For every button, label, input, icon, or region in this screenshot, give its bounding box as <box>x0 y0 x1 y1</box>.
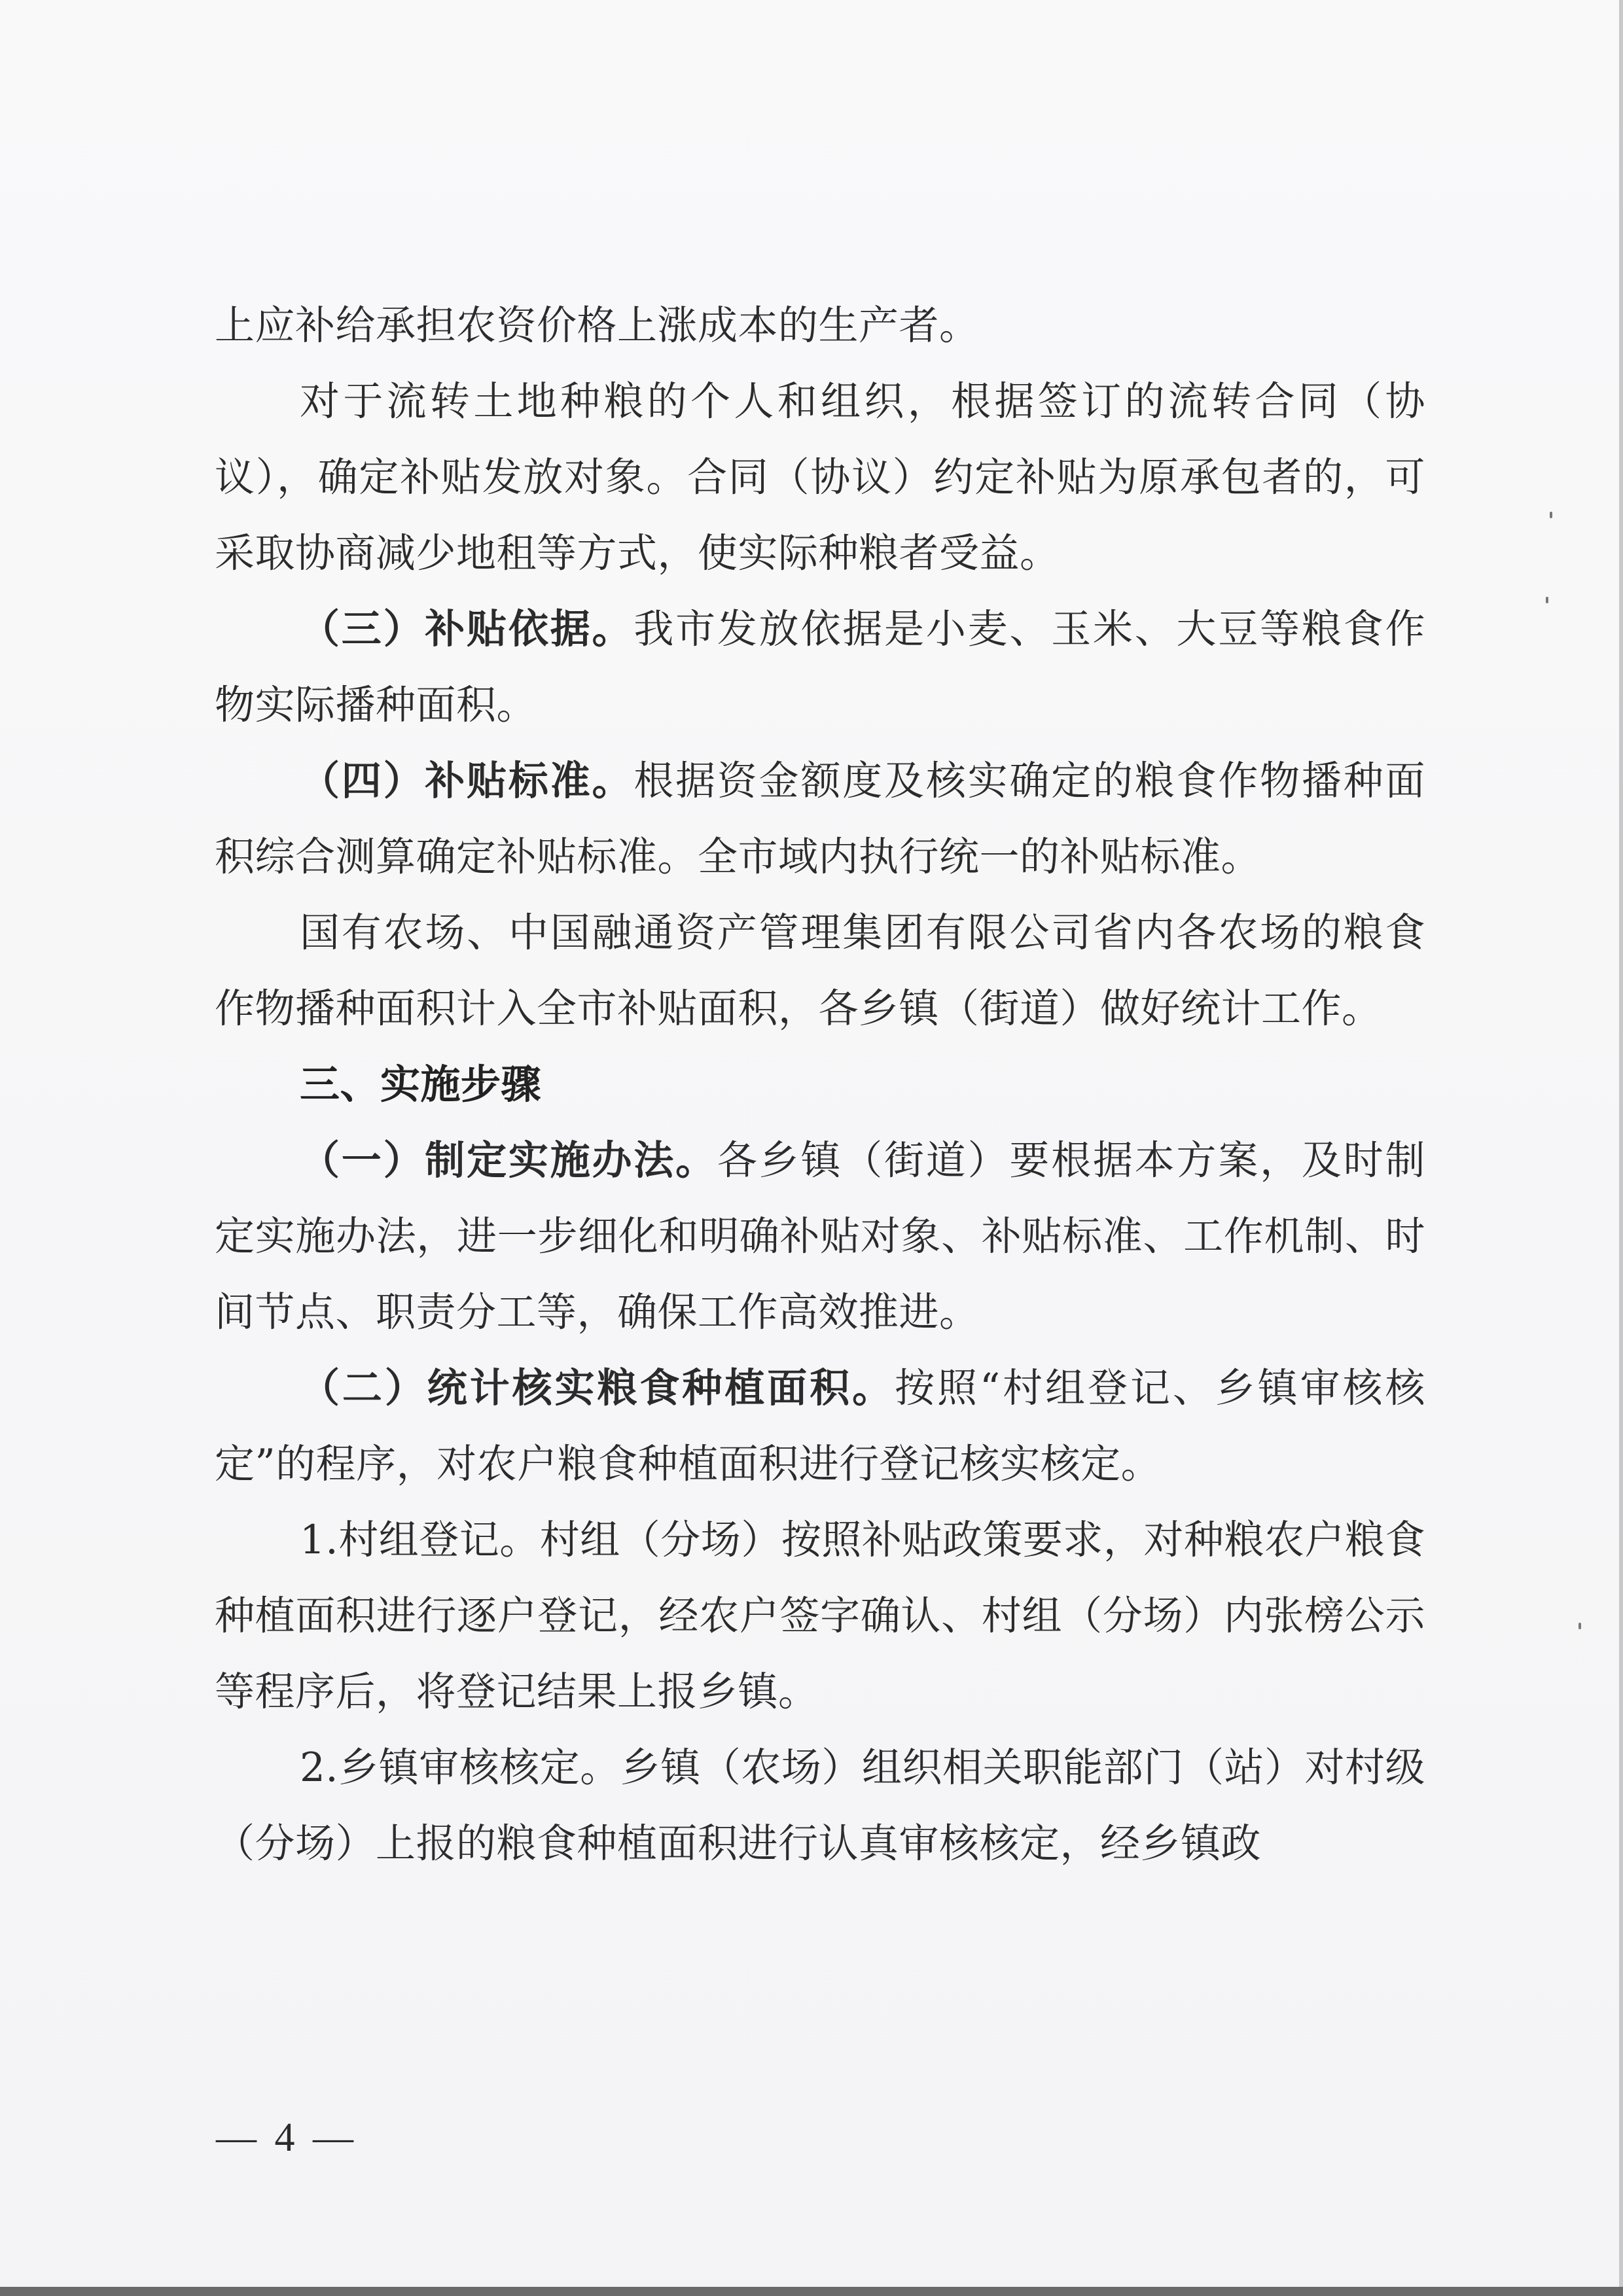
paragraph-7-area-verification <box>215 1351 1425 1502</box>
paragraph-text: 我市发放依据是小麦、玉米、大豆等粮食作物实际播种面积。 <box>215 606 1425 728</box>
paragraph-lead: （一）制定实施办法。 <box>300 1137 717 1184</box>
paragraph-3-subsidy-basis <box>215 592 1425 743</box>
page-number: — 4 — <box>216 2115 357 2160</box>
scan-edge-right <box>1619 0 1623 2296</box>
paragraph-2 <box>215 364 1425 592</box>
paragraph-text: 国有农场、中国融通资产管理集团有限公司省内各农场的粮食作物播种面积计入全市补贴面积，各乡镇（街道）做好统计工作。 <box>215 910 1425 1032</box>
document-body <box>215 288 1425 1882</box>
paragraph-text: 2.乡镇审核核定。乡镇（农场）组织相关职能部门（站）对村级（分场）上报的粮食种植面积进行认真审核核定，经乡镇政 <box>215 1744 1425 1867</box>
scan-speck <box>1550 512 1552 518</box>
paragraph-5 <box>215 895 1425 1047</box>
paragraph-lead: （四）补贴标准。 <box>300 758 634 804</box>
section-heading: 三、实施步骤 <box>300 1061 542 1108</box>
scan-speck <box>1578 1623 1581 1629</box>
scan-speck <box>1546 597 1548 603</box>
paragraph-6-implementation-measures <box>215 1123 1425 1351</box>
paragraph-1 <box>215 288 1425 364</box>
paragraph-text: 上应补给承担农资价格上涨成本的生产者。 <box>215 302 980 349</box>
paragraph-4-subsidy-standard <box>215 743 1425 895</box>
paragraph-text: 根据资金额度及核实确定的粮食作物播种面积综合测算确定补贴标准。全市域内执行统一的补贴标准。 <box>215 758 1425 880</box>
paragraph-8-village-registration <box>215 1502 1425 1730</box>
paragraph-lead: （二）统计核实粮食种植面积。 <box>300 1365 895 1411</box>
paragraph-9-township-review <box>215 1730 1425 1882</box>
paragraph-text: 对于流转土地种粮的个人和组织，根据签订的流转合同（协议），确定补贴发放对象。合同（协议）约定补贴为原承包者的，可采取协商减少地租等方式，使实际种粮者受益。 <box>215 378 1425 576</box>
paragraph-lead: （三）补贴依据。 <box>300 606 634 652</box>
scan-edge-bottom <box>0 2287 1623 2296</box>
paragraph-text: 按照“村组登记、乡镇审核核定”的程序，对农户粮食种植面积进行登记核实核定。 <box>215 1365 1425 1487</box>
paragraph-text: 各乡镇（街道）要根据本方案，及时制定实施办法，进一步细化和明确补贴对象、补贴标准、工作机制、时间节点、职责分工等，确保工作高效推进。 <box>215 1137 1425 1335</box>
paragraph-text: 1.村组登记。村组（分场）按照补贴政策要求，对种粮农户粮食种植面积进行逐户登记，经农户签字确认、村组（分场）内张榜公示等程序后，将登记结果上报乡镇。 <box>215 1517 1425 1715</box>
